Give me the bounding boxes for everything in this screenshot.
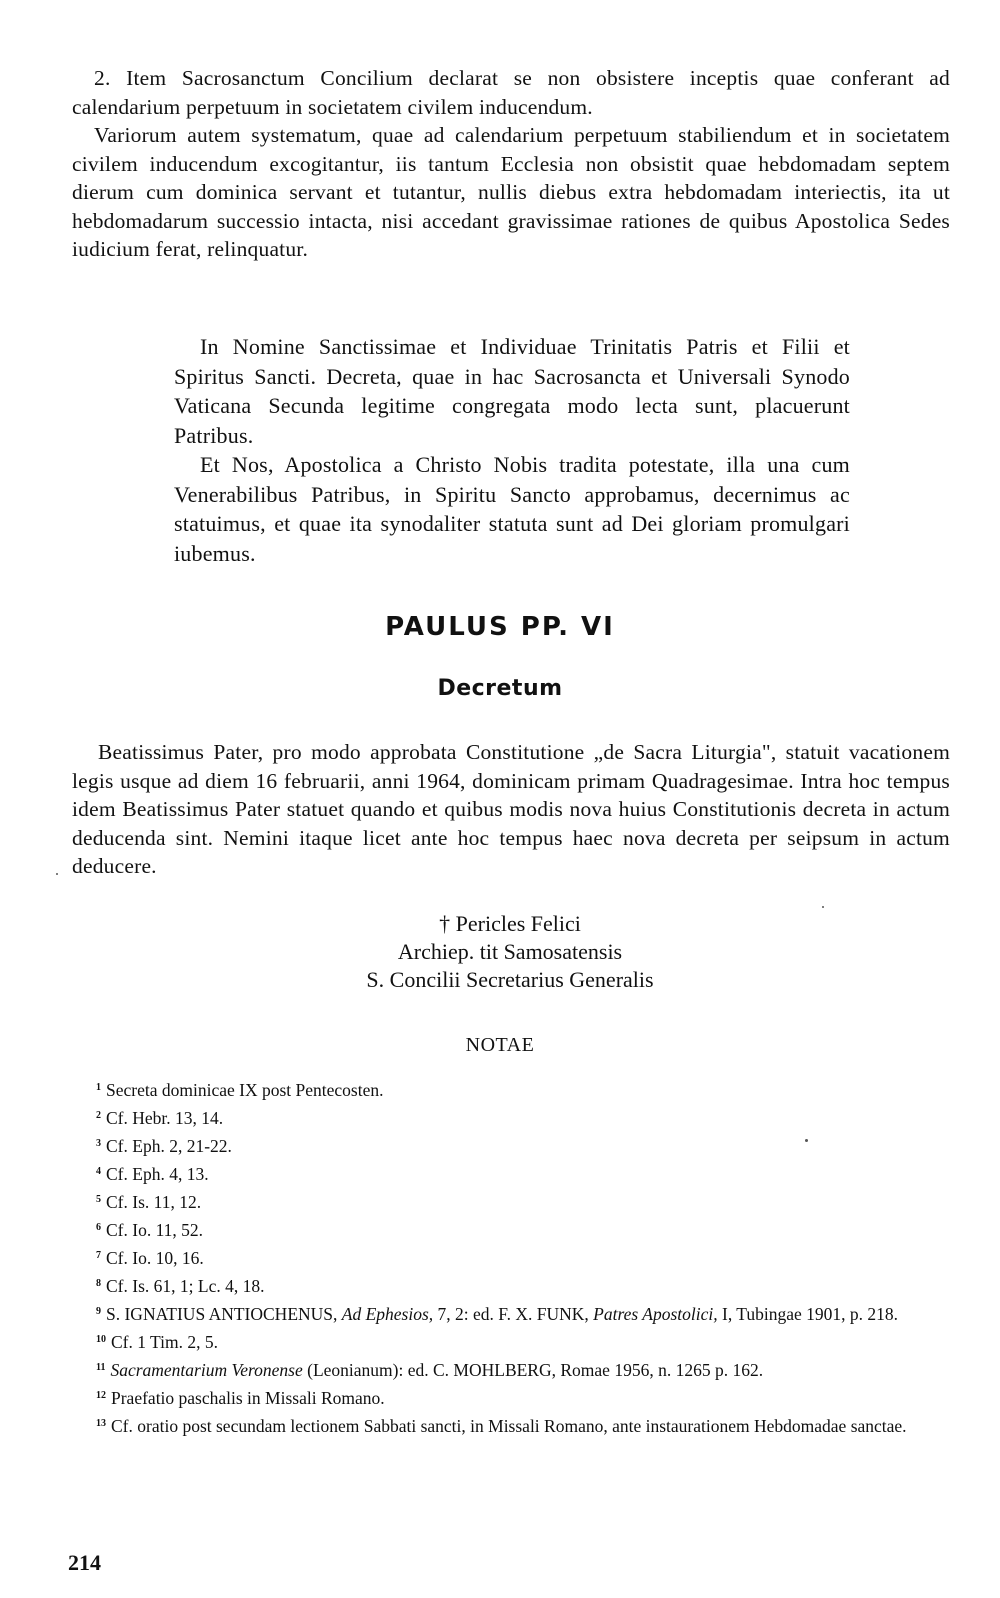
closing-formula (174, 332, 850, 568)
signature-block (260, 910, 760, 994)
footnotes (78, 1075, 950, 1439)
footnote-text: Cf. oratio post secundam lectionem Sabbati sancti, in Missali Romano, ante instaurationem Hebdomadae sanctae. (111, 1416, 907, 1436)
footnote-number: 10 (96, 1334, 106, 1345)
footnote-text: Cf. Eph. 4, 13. (106, 1164, 209, 1184)
footnote-number: 1 (96, 1082, 101, 1093)
section-2 (72, 64, 950, 264)
footnote-number: 13 (96, 1418, 106, 1429)
footnote-number: 8 (96, 1278, 101, 1289)
footnote (78, 1187, 950, 1215)
footnote (78, 1215, 950, 1243)
footnote (78, 1103, 950, 1131)
footnote (78, 1243, 950, 1271)
footnote: $^{11}$ Sacramentarium Veronense (Leonianum): ed. C. MOHLBERG, Romae 1956, n. 1265 p. 162. (96, 1360, 764, 1380)
closing-paragraph-2: Et Nos, Apostolica a Christo Nobis tradita potestate, illa una cum Venerabilibus Patribus, in Spiritu Sancto approbamus, decernimus ac statuimus, et quae ita synodaliter statuta sunt ad Dei gloriam promulgari iubemus. (174, 452, 850, 566)
footnote-text: Cf. Hebr. 13, 14. (106, 1108, 224, 1128)
footnote (78, 1383, 950, 1411)
footnote-text: Cf. Is. 11, 12. (106, 1192, 202, 1212)
footnote-number: 12 (96, 1390, 106, 1401)
footnote-text: Praefatio paschalis in Missali Romano. (111, 1388, 385, 1408)
decretum-heading: Decretum (437, 676, 563, 701)
print-speck (56, 873, 58, 875)
section-2-paragraph-2: Variorum autem systematum, quae ad calendarium perpetuum stabiliendum et in societatem civilem inducendum excogitantur, iis tantum Ecclesia non obsistit quae hebdomadam septem dierum cum dominica servant et tutantur, nullis diebus extra hebdomadam interiectis, ita ut hebdomadarum successio intacta, nisi accedant gravissimae rationes de quibus Apostolica Sedes iudicium ferat, relinquatur. (72, 123, 950, 261)
page-number: 214 (68, 1550, 101, 1575)
signature-name: † Pericles Felici (439, 911, 581, 936)
footnote (78, 1159, 950, 1187)
pope-heading: PAULUS PP. VI (385, 612, 615, 642)
signature-office: S. Concilii Secretarius Generalis (366, 967, 654, 992)
footnote-text: Cf. Eph. 2, 21-22. (106, 1136, 232, 1156)
decretum-paragraph: Beatissimus Pater, pro modo approbata Constitutione „de Sacra Liturgia", statuit vacationem legis usque ad diem 16 februarii, anni 1964, dominicam primam Quadragesimae. Intra hoc tempus idem Beatissimus Pater statuet quando et quibus modis nova huius Constitutionis decreta in actum deducenda sint. Nemini itaque licet ante hoc tempus haec nova decreta per seipsum in actum deducere. (72, 740, 950, 878)
section-2-paragraph-1: 2. Item Sacrosanctum Concilium declarat se non obsistere inceptis quae conferant ad calendarium perpetuum in societatem civilem inducendum. (72, 66, 950, 119)
footnote-number: 4 (96, 1166, 101, 1177)
print-speck (805, 1139, 808, 1142)
footnote-number: 2 (96, 1110, 101, 1121)
footnote (78, 1411, 950, 1439)
signature-title: Archiep. tit Samosatensis (397, 939, 623, 964)
footnote-number: 7 (96, 1250, 101, 1261)
footnote-number: 11 (96, 1362, 106, 1373)
footnote (78, 1327, 950, 1355)
footnote (78, 1131, 950, 1159)
footnote-text: Cf. 1 Tim. 2, 5. (111, 1332, 218, 1352)
footnote: $^9$ S. IGNATIUS ANTIOCHENUS, Ad Ephesios, 7, 2: ed. F. X. FUNK, Patres Apostolici, I, Tubingae 1901, p. 218. (96, 1304, 898, 1324)
closing-paragraph-1: In Nomine Sanctissimae et Individuae Trinitatis Patris et Filii et Spiritus Sancti. Decreta, quae in hac Sacrosancta et Universali Synodo Vaticana Secunda legitime congregata modo lecta sunt, placuerunt Patribus. (174, 334, 850, 448)
footnote-text: Cf. Io. 11, 52. (106, 1220, 204, 1240)
footnote (78, 1271, 950, 1299)
footnote-number: 9 (96, 1306, 101, 1317)
footnote-number: 6 (96, 1222, 101, 1233)
decretum-section (72, 738, 950, 881)
notae-heading: NOTAE (465, 1034, 535, 1056)
footnote-text: Cf. Io. 10, 16. (106, 1248, 204, 1268)
footnote-number: 3 (96, 1138, 101, 1149)
footnote (78, 1075, 950, 1103)
footnote-number: 5 (96, 1194, 101, 1205)
footnote-text: Secreta dominicae IX post Pentecosten. (106, 1080, 384, 1100)
footnote-text: Cf. Is. 61, 1; Lc. 4, 18. (106, 1276, 265, 1296)
print-speck (822, 906, 824, 908)
